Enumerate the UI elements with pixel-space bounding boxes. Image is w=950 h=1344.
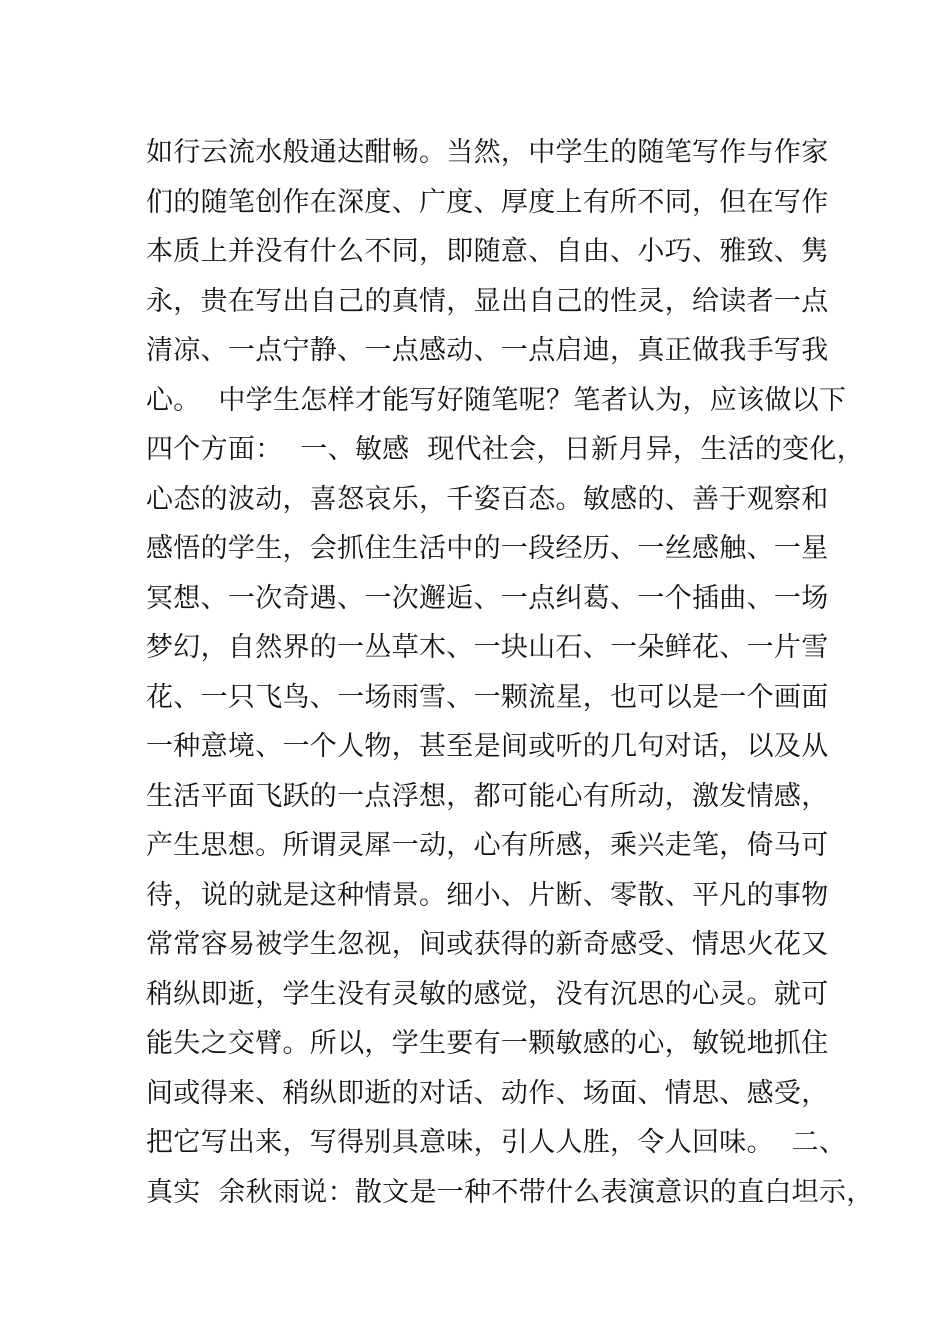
text-line: 本质上并没有什么不同，即随意、自由、小巧、雅致、隽 — [146, 236, 829, 267]
text-line: 感悟的学生，会抓住生活中的一段经历、一丝感触、一星 — [146, 533, 829, 564]
text-line: 真实 余秋雨说：散文是一种不带什么表演意识的直白坦示， — [146, 1176, 874, 1208]
text-line: 梦幻，自然界的一丛草木、一块山石、一朵鲜花、一片雪 — [146, 632, 829, 663]
text-line: 把它写出来，写得别具意味，引人人胜，令人回味。 二、 — [146, 1127, 847, 1158]
text-line: 如行云流水般通达酣畅。当然，中学生的随笔写作与作家 — [146, 137, 829, 168]
text-line: 冥想、一次奇遇、一次邂逅、一点纠葛、一个插曲、一场 — [146, 582, 829, 614]
text-line: 心。 中学生怎样才能写好随笔呢？笔者认为，应该做以下 — [146, 384, 847, 416]
text-line: 心态的波动，喜怒哀乐，千姿百态。敏感的、善于观察和 — [146, 483, 829, 515]
text-line: 清凉、一点宁静、一点感动、一点启迪，真正做我手写我 — [146, 335, 829, 366]
text-line: 间或得来、稍纵即逝的对话、动作、场面、情思、感受， — [146, 1077, 829, 1109]
text-line: 花、一只飞鸟、一场雨雪、一颗流星，也可以是一个画面 — [146, 681, 829, 713]
text-line: 常常容易被学生忽视，间或获得的新奇感受、情思火花又 — [146, 929, 829, 960]
body-text — [146, 128, 874, 1217]
text-line: 能失之交臂。所以，学生要有一颗敏感的心，敏锐地抓住 — [146, 1028, 829, 1059]
text-line: 产生思想。所谓灵犀一动，心有所感，乘兴走笔，倚马可 — [146, 830, 829, 861]
text-line: 永，贵在写出自己的真情，显出自己的性灵，给读者一点 — [146, 285, 829, 317]
text-line: 生活平面飞跃的一点浮想，都可能心有所动，激发情感， — [146, 780, 829, 812]
text-line: 们的随笔创作在深度、广度、厚度上有所不同，但在写作 — [146, 186, 829, 218]
text-line: 四个方面： 一、敏感 现代社会，日新月异，生活的变化， — [146, 434, 865, 465]
text-line: 一种意境、一个人物，甚至是间或听的几句对话，以及从 — [146, 731, 829, 762]
text-line: 待，说的就是这种情景。细小、片断、零散、平凡的事物 — [146, 879, 829, 911]
text-line: 稍纵即逝，学生没有灵敏的感觉，没有沉思的心灵。就可 — [146, 978, 829, 1010]
